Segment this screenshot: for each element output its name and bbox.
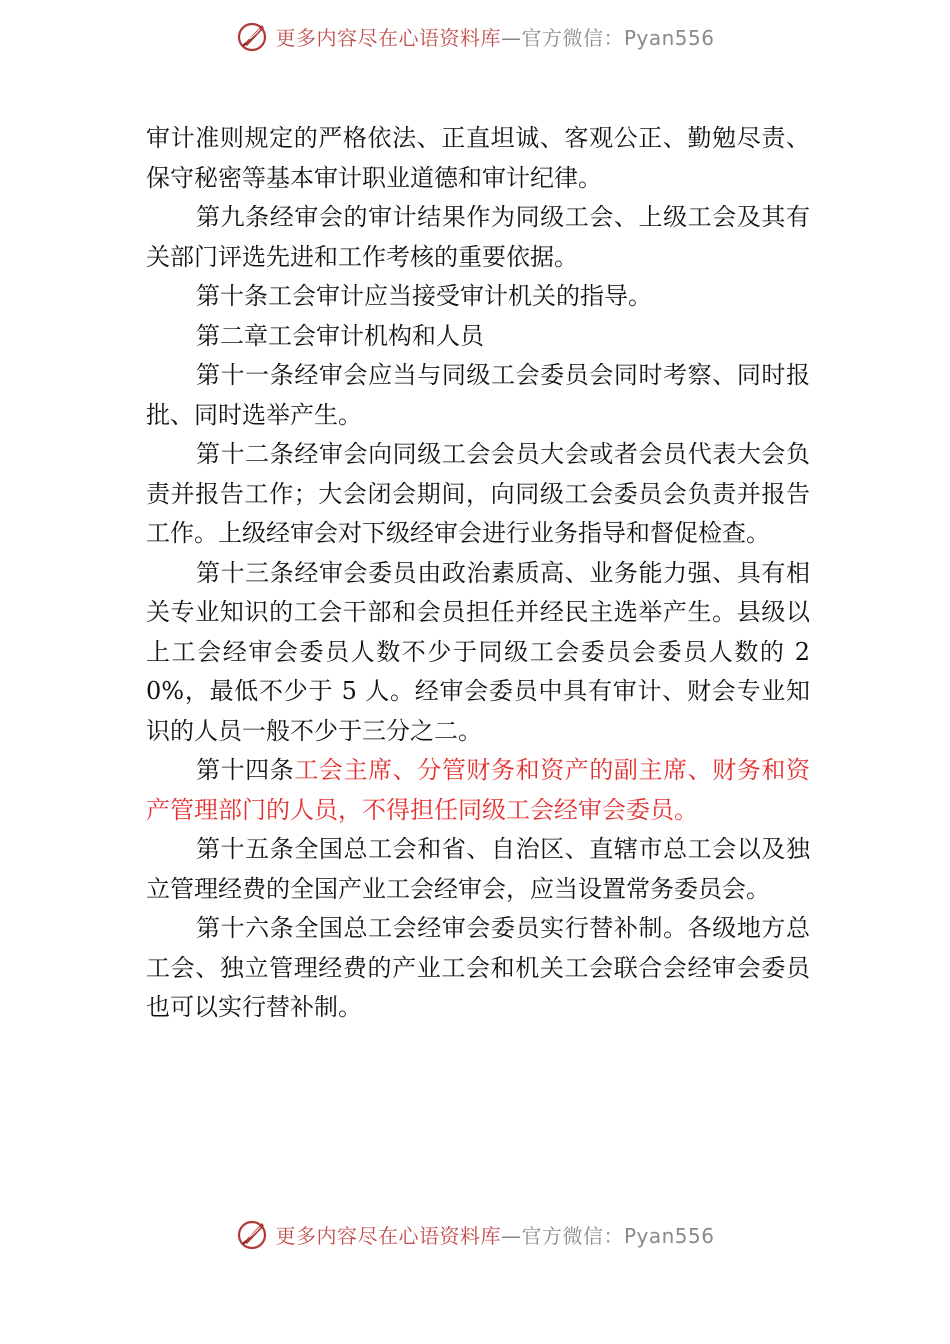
chapter-heading: 第二章工会审计机构和人员	[196, 321, 484, 350]
paragraph-article-10: 第十条工会审计应当接受审计机关的指导。	[196, 282, 652, 310]
paragraph-article-15: 第十五条全国总工会和省、自治区、直辖市总工会以及独立管理经费的全国产业工会经审会，应当设置常务委员会。	[146, 835, 810, 903]
paragraph-article-16: 第十六条全国总工会经审会委员实行替补制。各级地方总工会、独立管理经费的产业工会和机关工会联合会经审会委员也可以实行替补制。	[146, 914, 810, 1021]
watermark-wechat-text: —官方微信：Pyan556	[500, 1223, 715, 1248]
header-watermark	[0, 14, 950, 58]
quill-pen-logo-icon	[235, 1217, 269, 1251]
watermark-site-text: 更多内容尽在心语资料库	[275, 1223, 501, 1248]
paragraph-article-13: 第十三条经审会委员由政治素质高、业务能力强、具有相关专业知识的工会干部和会员担任并经民主选举产生。县级以上工会经审会委员人数不少于同级工会委员会委员人数的 20%，最低不少于 5 人。经审会委员中具有审计、财会专业知识的人员一般不少于三分之二。	[146, 558, 810, 745]
watermark-text	[275, 22, 714, 51]
watermark-text	[275, 1220, 714, 1249]
paragraph-article-12: 第十二条经审会向同级工会会员大会或者会员代表大会负责并报告工作；大会闭会期间，向同级工会委员会负责并报告工作。上级经审会对下级经审会进行业务指导和督促检查。	[146, 440, 810, 547]
article-14-prefix: 第十四条	[196, 756, 295, 784]
header-watermark-inner	[235, 19, 714, 53]
article-14-highlighted-text: 工会主席、分管财务和资产的副主席、财务和资产管理部门的人员，不得担任同级工会经审会委员。	[146, 756, 811, 824]
footer-watermark-inner	[235, 1217, 714, 1251]
quill-pen-logo-icon	[235, 19, 269, 53]
paragraph-article-11: 第十一条经审会应当与同级工会委员会同时考察、同时报批、同时选举产生。	[146, 361, 810, 429]
watermark-wechat-text: —官方微信：Pyan556	[500, 25, 715, 50]
watermark-site-text: 更多内容尽在心语资料库	[275, 25, 501, 50]
document-body	[146, 119, 810, 1028]
footer-watermark	[0, 1212, 950, 1256]
paragraph-article-9: 第九条经审会的审计结果作为同级工会、上级工会及其有关部门评选先进和工作考核的重要依据。	[146, 203, 810, 271]
paragraph-article-14	[146, 751, 810, 830]
paragraph-continuation: 审计准则规定的严格依法、正直坦诚、客观公正、勤勉尽责、保守秘密等基本审计职业道德和审计纪律。	[146, 124, 810, 192]
